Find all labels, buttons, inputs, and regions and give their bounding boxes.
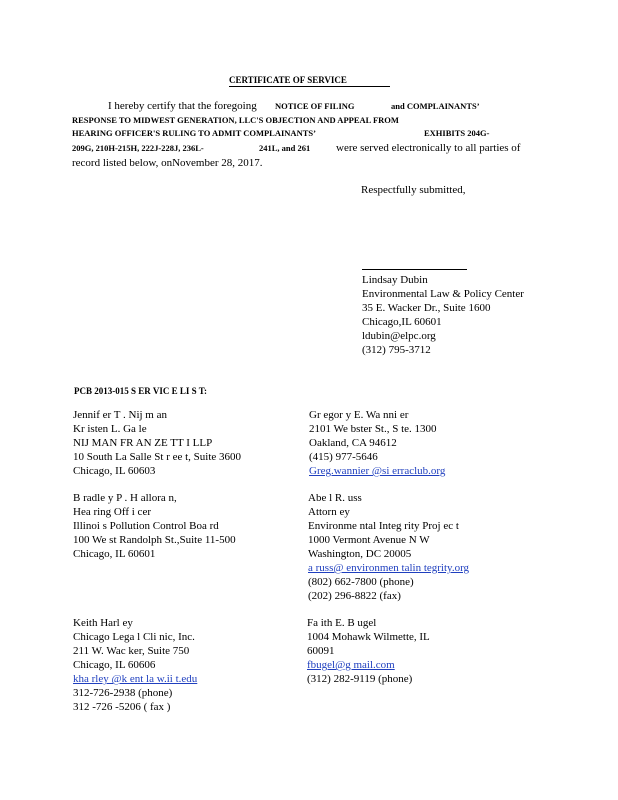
signature-block — [362, 273, 524, 357]
contact-line: Environme ntal Integ rity Proj ec t — [308, 520, 459, 532]
service-list-title: PCB 2013-015 S ER VIC E LI S T: — [74, 386, 208, 396]
contact-line: Abe l R. uss — [308, 492, 362, 504]
contact-line: Attorn ey — [308, 506, 350, 518]
contact-line: (202) 296-8822 (fax) — [308, 590, 401, 602]
contact-line: (802) 662-7800 (phone) — [308, 576, 414, 588]
contact-line: Jennif er T . Nij m an — [73, 409, 167, 421]
contact-line: Chicago, IL 60603 — [73, 465, 156, 477]
contact-line: 1000 Vermont Avenue N W — [308, 534, 430, 546]
contact-email-link[interactable]: fbugel@g mail.com — [307, 659, 395, 671]
contact-line: 1004 Mohawk Wilmette, IL — [307, 631, 430, 643]
contact-line: Chicago, IL 60606 — [73, 659, 156, 671]
contact-line: 60091 — [307, 645, 335, 657]
signer-name: Lindsay Dubin — [362, 274, 428, 286]
signer-address: 35 E. Wacker Dr., Suite 1600 — [362, 302, 491, 314]
body-line-5: record listed below, onNovember 28, 2017. — [72, 157, 263, 169]
body-line-4-mid: 241L, and 261 — [259, 143, 311, 153]
contact-card — [309, 408, 445, 478]
body-line-1-prefix: I hereby certify that the foregoing — [108, 100, 257, 112]
contact-email-link[interactable]: kha rley @k ent la w.ii t.edu — [73, 673, 198, 685]
contact-line: (312) 282-9119 (phone) — [307, 673, 413, 685]
contact-line: (415) 977-5646 — [309, 451, 378, 463]
contact-email-link[interactable]: a russ@ environmen talin tegrity.org — [308, 562, 470, 574]
contact-line: Illinoi s Pollution Control Boa rd — [73, 520, 219, 532]
closing: Respectfully submitted, — [361, 184, 466, 196]
contact-line: 312-726-2938 (phone) — [73, 687, 173, 699]
contact-line: Oakland, CA 94612 — [309, 437, 397, 449]
contact-line: Washington, DC 20005 — [308, 548, 412, 560]
body-line-4-right: were served electronically to all parties of — [336, 142, 521, 154]
signature-line — [362, 269, 467, 270]
contact-card — [73, 616, 197, 714]
document-title: CERTIFICATE OF SERVICE — [229, 75, 347, 85]
body-line-3-right: EXHIBITS 204G- — [424, 128, 490, 138]
contact-card — [308, 491, 469, 603]
contact-card — [73, 408, 241, 478]
contact-line: Kr isten L. Ga le — [73, 423, 147, 435]
contact-card — [73, 491, 236, 561]
contact-line: NIJ MAN FR AN ZE TT I LLP — [73, 437, 213, 449]
contact-line: 100 We st Randolph St.,Suite 11-500 — [73, 534, 236, 546]
contact-line: Hea ring Off i cer — [73, 506, 151, 518]
body-line-2: RESPONSE TO MIDWEST GENERATION, LLC'S OBJECTION AND APPEAL FROM — [72, 115, 399, 125]
body-line-1-doc: NOTICE OF FILING — [275, 101, 355, 111]
contact-line: 10 South La Salle St r ee t, Suite 3600 — [73, 451, 242, 463]
title-underline — [229, 86, 390, 87]
contact-card — [307, 616, 430, 686]
body-line-3-left: HEARING OFFICER'S RULING TO ADMIT COMPLAINANTS’ — [72, 128, 316, 138]
signer-org: Environmental Law & Policy Center — [362, 288, 524, 300]
signer-phone: (312) 795-3712 — [362, 344, 431, 356]
contact-email-link[interactable]: Greg.wannier @si erraclub.org — [309, 465, 446, 477]
contact-line: Fa ith E. B ugel — [307, 617, 377, 629]
contact-line: 211 W. Wac ker, Suite 750 — [73, 645, 190, 657]
signer-city: Chicago,IL 60601 — [362, 316, 442, 328]
signer-email: ldubin@elpc.org — [362, 330, 436, 342]
contact-line: Gr egor y E. Wa nni er — [309, 409, 409, 421]
contact-line: Chicago, IL 60601 — [73, 548, 156, 560]
contact-line: B radle y P . H allora n, — [73, 492, 177, 504]
contact-line: 2101 We bster St., S te. 1300 — [309, 423, 437, 435]
contact-line: 312 -726 -5206 ( fax ) — [73, 701, 171, 713]
contact-line: Chicago Lega l Cli nic, Inc. — [73, 631, 195, 643]
body-line-1-and: and COMPLAINANTS’ — [391, 101, 480, 111]
contact-line: Keith Harl ey — [73, 617, 133, 629]
body-line-4-left: 209G, 210H-215H, 222J-228J, 236L- — [72, 143, 204, 153]
